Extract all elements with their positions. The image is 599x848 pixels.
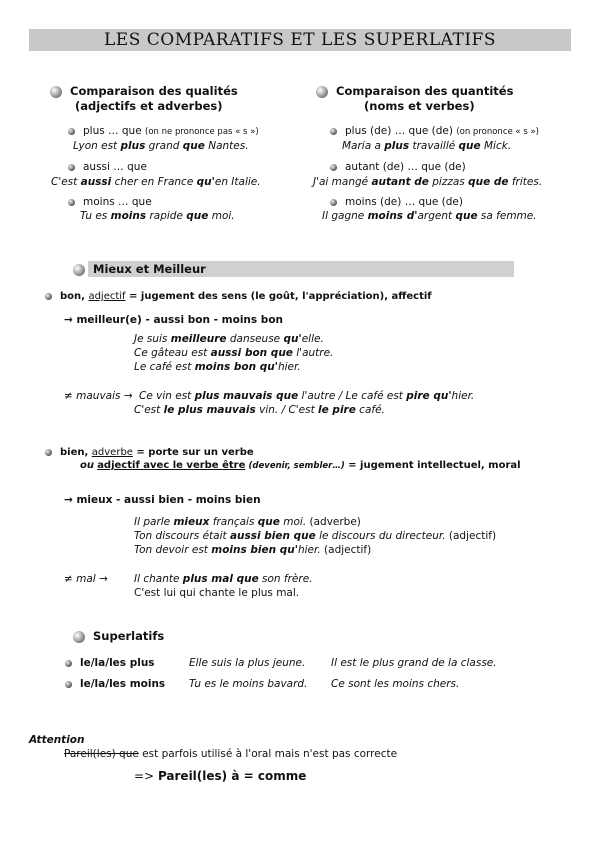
meilleur-line: → meilleur(e) - aussi bon - moins bon (64, 314, 284, 326)
attention-note: Pareil(les) que est parfois utilisé à l'oral mais n'est pas correcte (64, 748, 398, 760)
title-bar (29, 29, 571, 51)
bien-definition-2: ou adjectif avec le verbe être (devenir, sembler…) = jugement intellectuel, moral (80, 460, 521, 471)
bullet-icon (330, 164, 337, 171)
superlatif-moins-example-2: Ce sont les moins chers. (331, 678, 460, 690)
bien-definition: bien, adverbe = porte sur un verbe (45, 447, 254, 458)
quantites-example-2: J'ai mangé autant de pizzas que de frites. (313, 176, 543, 188)
mauvais-example-2: C'est le plus mauvais vin. / C'est le pire café. (134, 404, 385, 416)
mal-example-1: Il chante plus mal que son frère. (134, 573, 313, 585)
mieux-heading: Mieux et Meilleur (73, 262, 206, 276)
bullet-icon (68, 164, 75, 171)
sphere-bullet-icon (73, 264, 85, 276)
bullet-icon (45, 293, 52, 300)
mal-example-2: C'est lui qui chante le plus mal. (134, 587, 300, 599)
superlatif-plus-example-1: Elle suis la plus jeune. (189, 657, 306, 669)
bullet-icon (68, 128, 75, 135)
sphere-bullet-icon (316, 86, 328, 98)
mal-label: ≠ mal → (64, 573, 108, 585)
attention-label: Attention (29, 734, 85, 746)
superlatif-row-moins: le/la/les moins (65, 678, 165, 690)
mauvais-example-1: Ce vin est plus mauvais que l'autre / Le café est pire qu'hier. (139, 390, 475, 402)
sphere-bullet-icon (73, 631, 85, 643)
mieux-example-3: Ton devoir est moins bien qu'hier. (adjectif) (134, 544, 372, 556)
qualites-subheading: (adjectifs et adverbes) (75, 99, 223, 113)
page-title: LES COMPARATIFS ET LES SUPERLATIFS (104, 30, 496, 50)
meilleur-example-1: Je suis meilleure danseuse qu'elle. (134, 333, 324, 345)
qualites-example-3: Tu es moins rapide que moi. (80, 210, 235, 222)
mieux-line: → mieux - aussi bien - moins bien (64, 494, 261, 506)
superlatif-moins-example-1: Tu es le moins bavard. (189, 678, 308, 690)
qualites-item-1: plus … que (on ne prononce pas « s ») (68, 125, 259, 137)
meilleur-example-3: Le café est moins bon qu'hier. (134, 361, 301, 373)
quantites-example-3: Il gagne moins d'argent que sa femme. (322, 210, 537, 222)
quantites-item-3: moins (de) … que (de) (330, 196, 463, 208)
bullet-icon (65, 660, 72, 667)
bullet-icon (65, 681, 72, 688)
qualites-heading: Comparaison des qualités (50, 84, 238, 98)
bullet-icon (45, 449, 52, 456)
quantites-subheading: (noms et verbes) (364, 99, 475, 113)
mieux-example-1: Il parle mieux français que moi. (adverbe) (134, 516, 361, 528)
superlatifs-heading: Superlatifs (73, 629, 164, 643)
bullet-icon (330, 128, 337, 135)
bullet-icon (68, 199, 75, 206)
bullet-icon (330, 199, 337, 206)
qualites-item-2: aussi … que (68, 161, 147, 173)
superlatif-row-plus: le/la/les plus (65, 657, 155, 669)
meilleur-example-2: Ce gâteau est aussi bon que l'autre. (134, 347, 334, 359)
mieux-example-2: Ton discours était aussi bien que le discours du directeur. (adjectif) (134, 530, 497, 542)
quantites-item-2: autant (de) … que (de) (330, 161, 466, 173)
qualites-item-3: moins … que (68, 196, 152, 208)
quantites-item-1: plus (de) … que (de) (on prononce « s ») (330, 125, 539, 137)
mauvais-label: ≠ mauvais → (64, 390, 133, 402)
quantites-example-1: Maria a plus travaillé que Mick. (342, 140, 512, 152)
superlatif-plus-example-2: Il est le plus grand de la classe. (331, 657, 497, 669)
qualites-example-1: Lyon est plus grand que Nantes. (73, 140, 249, 152)
sphere-bullet-icon (50, 86, 62, 98)
quantites-heading: Comparaison des quantités (316, 84, 513, 98)
attention-correction: => Pareil(les) à = comme (134, 769, 307, 783)
qualites-example-2: C'est aussi cher en France qu'en Italie. (51, 176, 261, 188)
bon-definition: bon, adjectif = jugement des sens (le goût, l'appréciation), affectif (45, 291, 432, 302)
